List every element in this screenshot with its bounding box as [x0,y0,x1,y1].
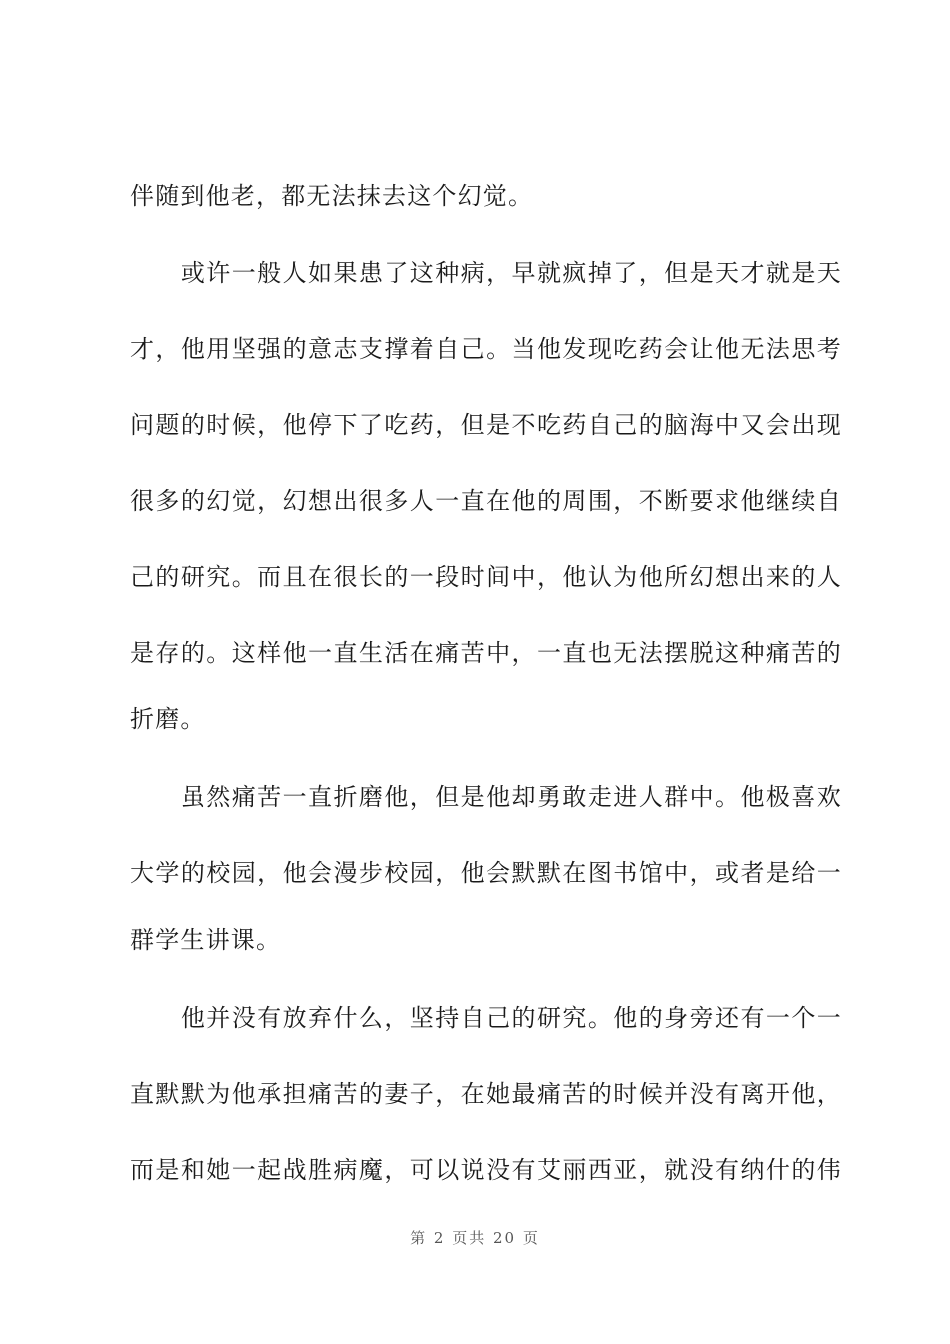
text-line: 是存的。这样他一直生活在痛苦中，一直也无法摆脱这种痛苦的 [130,639,842,667]
text-line: 才，他用坚强的意志支撑着自己。当他发现吃药会让他无法思考 [130,335,842,363]
text-line: 大学的校园，他会漫步校园，他会默默在图书馆中，或者是给一 [130,859,842,887]
text-line: 群学生讲课。 [130,926,282,954]
text-line: 直默默为他承担痛苦的妻子，在她最痛苦的时候并没有离开他， [130,1080,842,1108]
text-line: 他并没有放弃什么，坚持自己的研究。他的身旁还有一个一 [130,1004,842,1032]
text-line: 折磨。 [130,705,206,733]
text-line: 虽然痛苦一直折磨他，但是他却勇敢走进人群中。他极喜欢 [130,783,842,811]
page-number-footer: 第 2 页共 20 页 [410,1229,540,1247]
text-line: 很多的幻觉，幻想出很多人一直在他的周围，不断要求他继续自 [130,487,842,515]
text-line: 而是和她一起战胜病魔，可以说没有艾丽西亚，就没有纳什的伟 [130,1156,842,1184]
text-line: 己的研究。而且在很长的一段时间中，他认为他所幻想出来的人 [130,563,842,591]
text-line: 伴随到他老，都无法抹去这个幻觉。 [130,182,534,210]
text-line: 或许一般人如果患了这种病，早就疯掉了，但是天才就是天 [130,259,842,287]
text-line: 问题的时候，他停下了吃药，但是不吃药自己的脑海中又会出现 [130,411,842,439]
